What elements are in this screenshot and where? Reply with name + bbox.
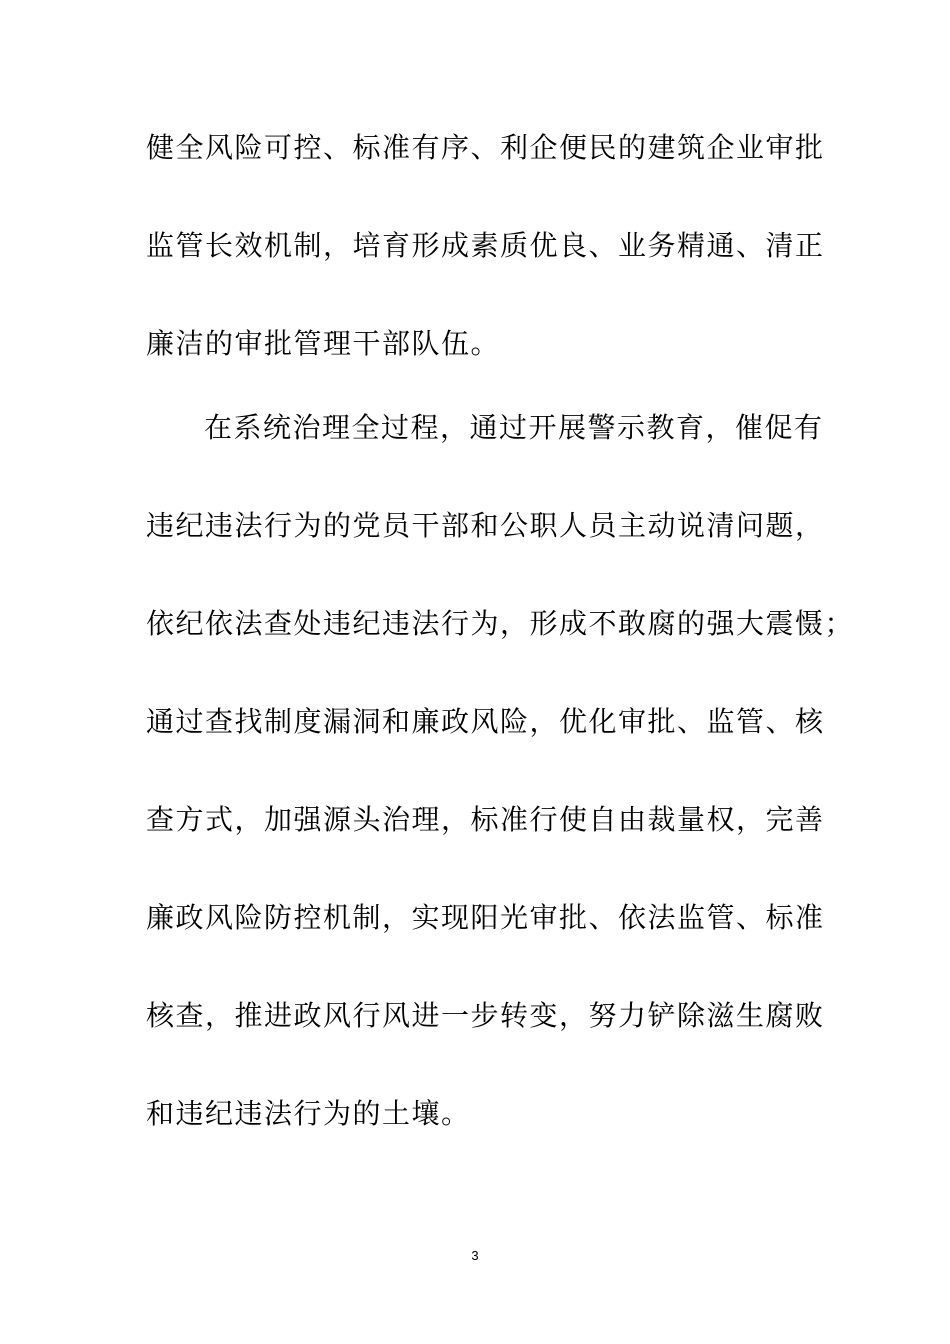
paragraph-line: 违纪违法行为的党员干部和公职人员主动说清问题， bbox=[146, 509, 825, 542]
paragraph-line: 核查，推进政风行风进一步转变，努力铲除滋生腐败 bbox=[146, 999, 825, 1032]
paragraph-line: 通过查找制度漏洞和廉政风险，优化审批、监管、核 bbox=[146, 705, 825, 738]
page-number: 3 bbox=[471, 1248, 479, 1263]
paragraph-line: 和违纪违法行为的土壤。 bbox=[146, 1097, 471, 1130]
paragraph-line: 健全风险可控、标准有序、利企便民的建筑企业审批 bbox=[146, 131, 825, 164]
paragraph-line: 依纪依法查处违纪违法行为，形成不敢腐的强大震慑； bbox=[146, 607, 855, 640]
paragraph-line: 廉政风险防控机制，实现阳光审批、依法监管、标准 bbox=[146, 901, 825, 934]
paragraph-line: 查方式，加强源头治理，标准行使自由裁量权，完善 bbox=[146, 803, 825, 836]
paragraph-line: 在系统治理全过程，通过开展警示教育，催促有 bbox=[204, 411, 824, 444]
paragraph-line: 监管长效机制，培育形成素质优良、业务精通、清正 bbox=[146, 229, 825, 262]
paragraph-line: 廉洁的审批管理干部队伍。 bbox=[146, 327, 501, 360]
